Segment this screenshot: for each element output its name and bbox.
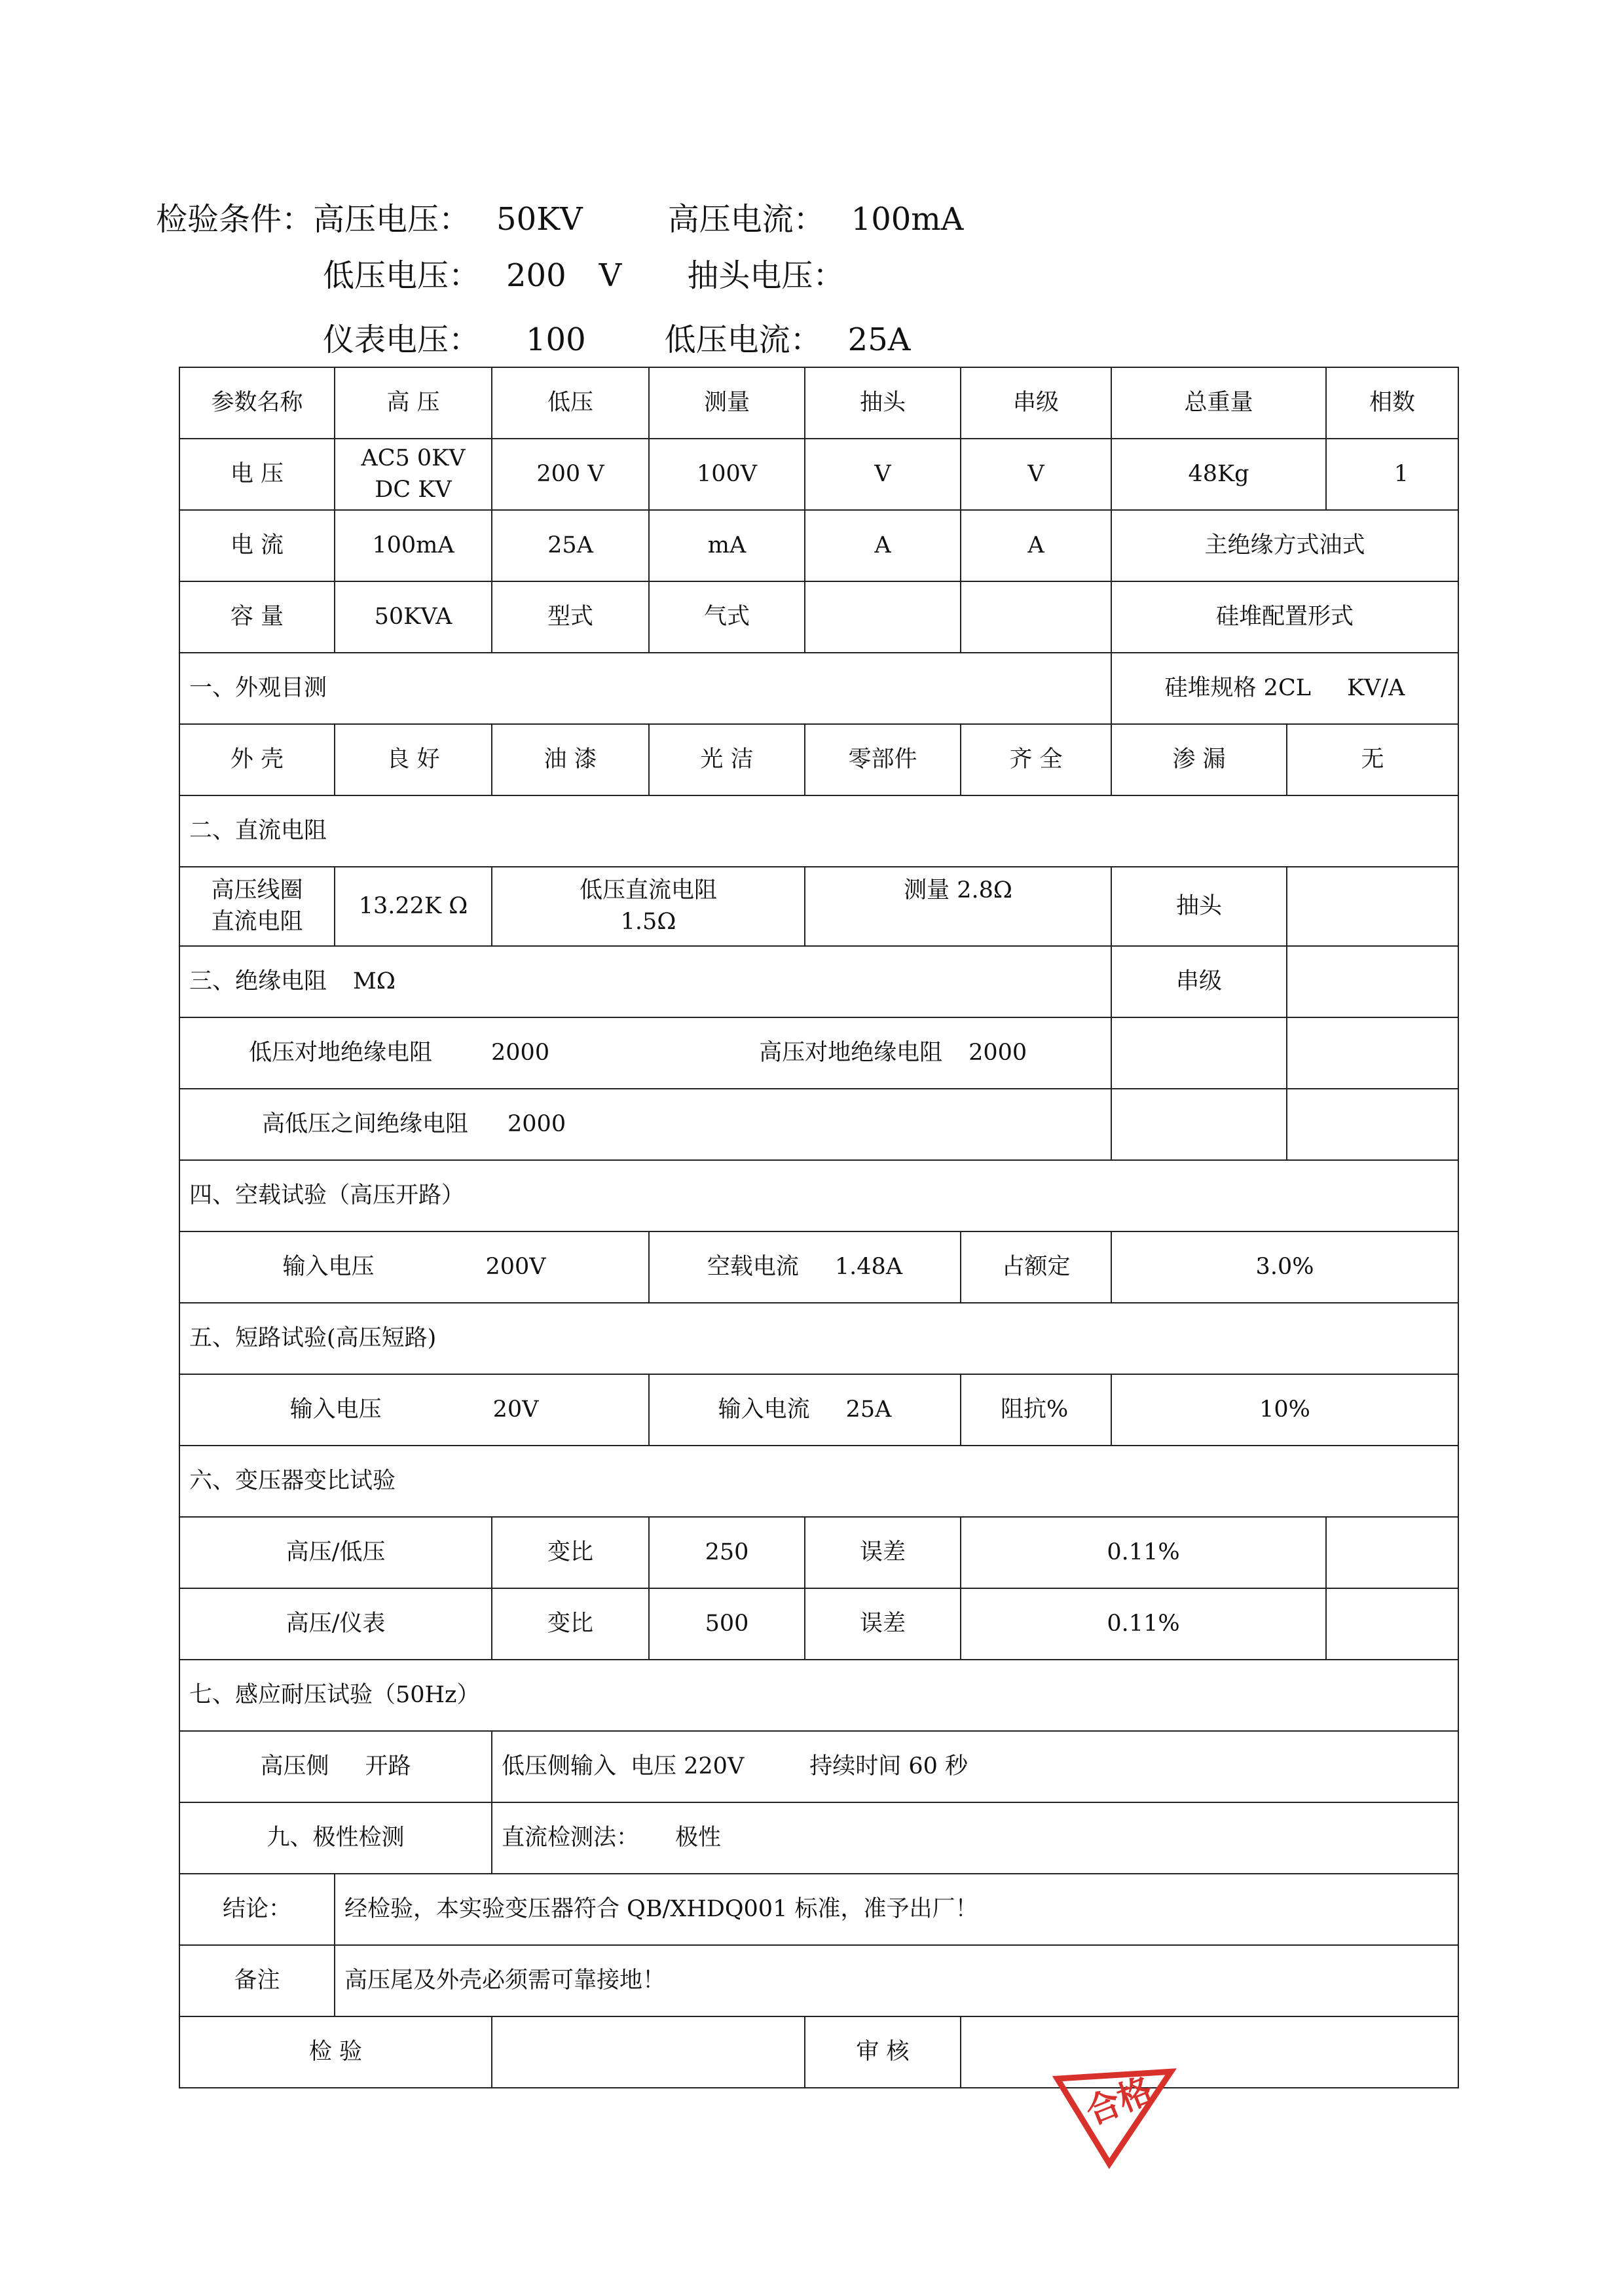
no-load-current-value: 1.48A [834,1253,903,1280]
lv-header: 低压 [492,367,649,439]
withstand-voltage: 电压 220V [631,1753,745,1779]
insulation-title-text: 三、绝缘电阻 [189,968,327,994]
dc-resistance-title-row [179,795,1458,867]
current-cascade: A [961,510,1111,581]
hv-coil-label-line2: 直流电阻 [211,908,303,935]
lv-current-value: 25A [847,321,911,358]
insulation-ground [179,1017,1111,1089]
appearance-item: 良 好 [335,724,492,795]
lv-ground-label: 低压对地绝缘电阻 [249,1039,433,1066]
ratio-row [179,1588,1458,1660]
withstand-input: 低压侧输入 [502,1753,617,1779]
hv-lv-value: 2000 [507,1110,566,1137]
no-load-title-row [179,1160,1458,1231]
polarity-result: 极性 [675,1824,722,1851]
impedance-label: 阻抗% [961,1374,1111,1446]
param-name-header: 参数名称 [179,367,335,439]
insulation-empty-2 [1287,1017,1458,1089]
error-label: 误差 [805,1588,961,1660]
remark-row [179,1945,1458,2016]
error-label: 误差 [805,1517,961,1588]
short-circuit-voltage-value: 20V [492,1396,539,1423]
short-circuit-current [649,1374,961,1446]
dc-resistance-row [179,867,1458,946]
insulation-empty-3 [1111,1089,1287,1160]
signoff-row [179,2016,1458,2088]
voltage-hv [335,439,492,510]
hv-ground-label: 高压对地绝缘电阻 [759,1039,943,1066]
conclusion-label: 结论： [179,1874,335,1945]
withstand-title: 七、感应耐压试验（50Hz） [179,1660,1458,1731]
type-value: 气式 [649,581,805,653]
polarity-row [179,1802,1458,1874]
appearance-title-row [179,653,1458,724]
conclusion-text: 经检验，本实验变压器符合 QB/XHDQ001 标准，准予出厂！ [335,1874,1458,1945]
ratio-title-row [179,1446,1458,1517]
meter-voltage-label: 仪表电压： [323,321,481,358]
inspection-table [179,367,1459,2088]
current-meter: mA [649,510,805,581]
header-line-3 [323,314,910,359]
insulation-title [179,946,1111,1017]
conclusion-row [179,1874,1458,1945]
header-line-2 [323,250,844,295]
appearance-item: 无 [1287,724,1458,795]
lv-ground-value: 2000 [491,1039,550,1066]
stamp-text: 合格 [1080,2070,1159,2133]
polarity-title: 九、极性检测 [179,1802,492,1874]
tap-resistance-value [1287,867,1458,946]
voltage-row [179,439,1458,510]
ratio-label: 变比 [492,1517,649,1588]
no-load-ratio-value: 3.0% [1111,1231,1458,1303]
withstand-duration: 持续时间 60 秒 [809,1753,969,1779]
ratio-empty [1326,1517,1458,1588]
impedance-value: 10% [1111,1374,1458,1446]
hv-voltage-label: 高压电压： [313,201,471,238]
current-label: 电 流 [179,510,335,581]
appearance-item: 零部件 [805,724,961,795]
no-load-voltage [179,1231,649,1303]
polarity-method: 直流检测法： [502,1824,640,1851]
appearance-item: 渗 漏 [1111,724,1287,795]
review-label: 审 核 [805,2016,961,2088]
ratio-pair: 高压/仪表 [179,1588,492,1660]
hv-current-value: 100mA [851,201,964,238]
no-load-voltage-label: 输入电压 [282,1253,375,1280]
appearance-item: 油 漆 [492,724,649,795]
short-circuit-voltage-label: 输入电压 [289,1396,382,1423]
ratio-title: 六、变压器变比试验 [179,1446,1458,1517]
weight-header: 总重量 [1111,367,1326,439]
tap-voltage-label: 抽头电压： [687,257,845,294]
hv-header: 高 压 [335,367,492,439]
appearance-item: 光 洁 [649,724,805,795]
insulation-between [179,1089,1111,1160]
short-circuit-title: 五、短路试验(高压短路) [179,1303,1458,1374]
withstand-title-row [179,1660,1458,1731]
voltage-meter: 100V [649,439,805,510]
appearance-item: 外 壳 [179,724,335,795]
pass-stamp [1044,2030,1202,2174]
no-load-row [179,1231,1458,1303]
voltage-cascade: V [961,439,1111,510]
lv-current-label: 低压电流： [664,321,822,358]
inspect-label: 检 验 [179,2016,492,2088]
lv-voltage-unit: V [599,257,622,294]
no-load-title: 四、空载试验（高压开路） [179,1160,1458,1231]
lv-voltage-label: 低压电压： [323,257,481,294]
appearance-title: 一、外观目测 [179,653,1111,724]
insulation-unit: MΩ [353,968,396,994]
voltage-label: 电 压 [179,439,335,510]
error-value: 0.11% [961,1517,1326,1588]
hv-coil-label-line1: 高压线圈 [211,877,303,904]
appearance-item: 齐 全 [961,724,1111,795]
hv-ground-value: 2000 [969,1039,1027,1066]
insulation-empty-1 [1111,1017,1287,1089]
capacity-hv: 50KVA [335,581,492,653]
insulation-title-row [179,946,1458,1017]
current-tap: A [805,510,961,581]
silicon-config-label: 硅堆配置形式 [1111,581,1458,653]
withstand-side-label: 高压侧 [260,1753,329,1779]
voltage-tap: V [805,439,961,510]
withstand-row [179,1731,1458,1802]
ratio-value: 500 [649,1588,805,1660]
review-signature[interactable] [961,2016,1458,2088]
withstand-side [179,1731,492,1802]
meter-voltage-value: 100 [526,321,586,358]
header-line-1 [156,194,963,239]
dc-resistance-title: 二、直流电阻 [179,795,1458,867]
voltage-hv-ac: AC5 0KV [361,445,466,472]
meter-header: 测量 [649,367,805,439]
cascade-insulation-value [1287,946,1458,1017]
current-lv: 25A [492,510,649,581]
inspect-signature[interactable] [492,2016,805,2088]
phase-header: 相数 [1326,367,1458,439]
ratio-pair: 高压/低压 [179,1517,492,1588]
lv-dc-resistance-value: 1.5Ω [620,908,676,935]
voltage-hv-dc: DC KV [375,476,452,503]
remark-label: 备注 [179,1945,335,2016]
lv-voltage-value: 200 [506,257,566,294]
cascade-header: 串级 [961,367,1111,439]
lv-dc-resistance-label: 低压直流电阻 [579,877,717,904]
ratio-value: 250 [649,1517,805,1588]
inspection-conditions-label: 检验条件： [156,201,314,238]
short-circuit-voltage [179,1374,649,1446]
appearance-row [179,724,1458,795]
param-header-row [179,367,1458,439]
short-circuit-row [179,1374,1458,1446]
tap-header: 抽头 [805,367,961,439]
no-load-ratio-label: 占额定 [961,1231,1111,1303]
silicon-spec [1111,653,1458,724]
hv-voltage-value: 50KV [496,201,583,238]
weight-value: 48Kg [1111,439,1326,510]
ratio-row [179,1517,1458,1588]
insulation-row-1 [179,1017,1458,1089]
short-circuit-current-value: 25A [845,1396,892,1423]
lv-dc-resistance [492,867,805,946]
hv-current-label: 高压电流： [667,201,825,238]
short-circuit-title-row [179,1303,1458,1374]
ratio-empty [1326,1588,1458,1660]
meter-resistance: 测量 2.8Ω [805,867,1111,946]
tap-resistance-label: 抽头 [1111,867,1287,946]
insulation-empty-4 [1287,1089,1458,1160]
phase-value: 1 [1326,439,1458,510]
type-label: 型式 [492,581,649,653]
remark-text: 高压尾及外壳必须需可靠接地！ [335,1945,1458,2016]
silicon-spec-label: 硅堆规格 2CL [1164,674,1311,701]
no-load-current [649,1231,961,1303]
hv-coil-value: 13.22K Ω [335,867,492,946]
short-circuit-current-label: 输入电流 [718,1396,810,1423]
insulation-row-2 [179,1089,1458,1160]
no-load-current-label: 空载电流 [707,1253,799,1280]
ratio-label: 变比 [492,1588,649,1660]
hv-lv-label: 高低压之间绝缘电阻 [262,1110,469,1137]
voltage-lv: 200 V [492,439,649,510]
polarity-detail [492,1802,1458,1874]
cascade-insulation-label: 串级 [1111,946,1287,1017]
no-load-voltage-value: 200V [485,1253,546,1280]
withstand-state: 开路 [365,1753,411,1779]
silicon-spec-unit: KV/A [1346,674,1405,701]
capacity-empty-1 [805,581,961,653]
current-row [179,510,1458,581]
capacity-label: 容 量 [179,581,335,653]
current-hv: 100mA [335,510,492,581]
insulation-method: 主绝缘方式油式 [1111,510,1458,581]
error-value: 0.11% [961,1588,1326,1660]
capacity-empty-2 [961,581,1111,653]
hv-coil-label [179,867,335,946]
capacity-row [179,581,1458,653]
withstand-detail [492,1731,1458,1802]
